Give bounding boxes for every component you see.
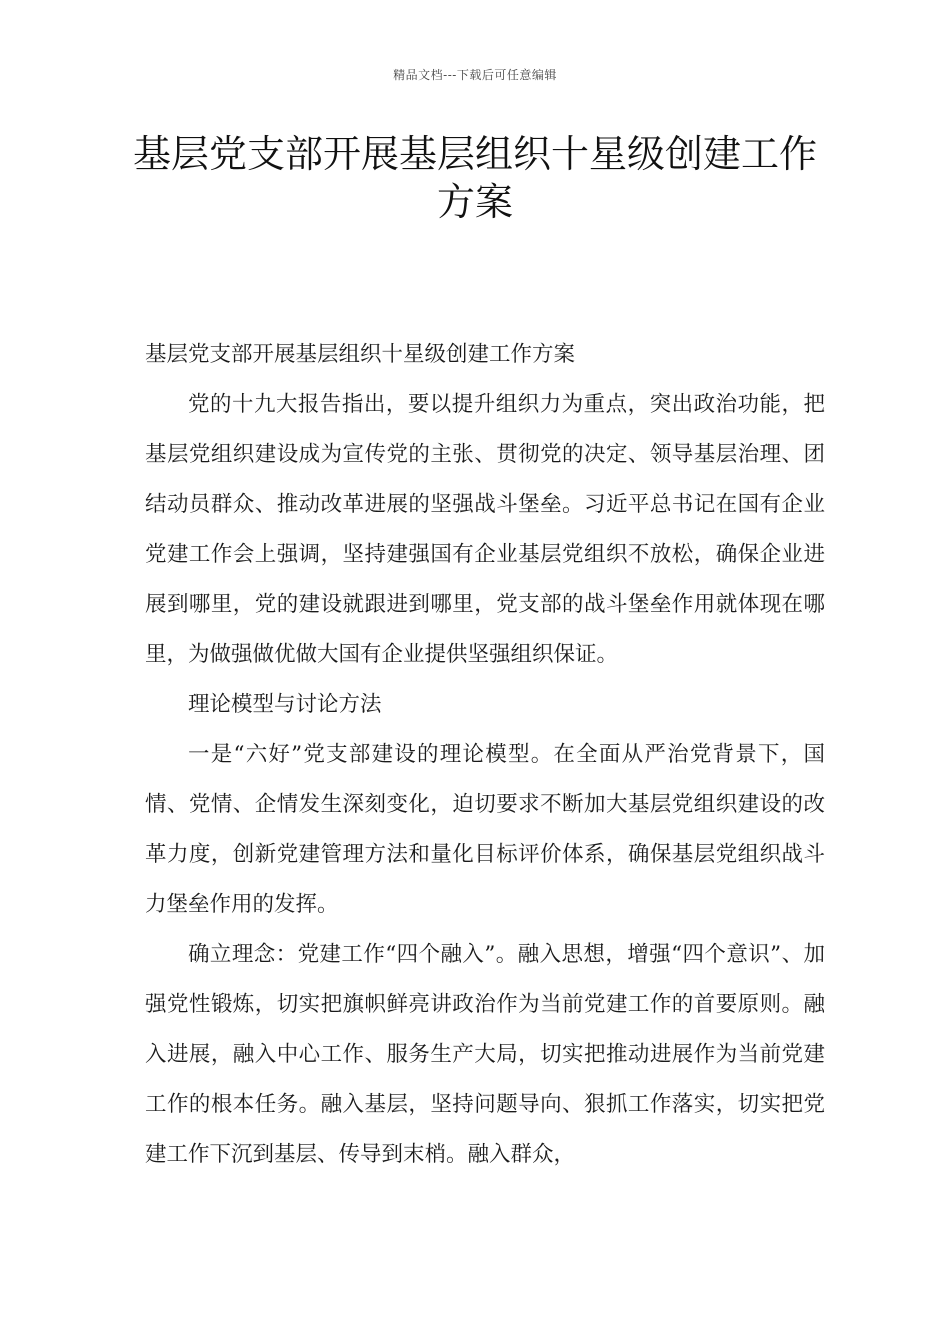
document-title: 基层党支部开展基层组织十星级创建工作方案 bbox=[132, 132, 817, 224]
document-body bbox=[145, 330, 825, 1180]
paragraph-model: 一是“六好”党支部建设的理论模型。在全面从严治党背景下，国情、党情、企情发生深刻变化，迫切要求不断加大基层党组织建设的改革力度，创新党建管理方法和量化目标评价体系，确保基层党组织战斗力堡垒作用的发挥。 bbox=[145, 742, 825, 917]
section-heading: 理论模型与讨论方法 bbox=[188, 692, 382, 717]
paragraph-concept: 确立理念：党建工作“四个融入”。融入思想，增强“四个意识”、加强党性锻炼，切实把旗帜鲜亮讲政治作为当前党建工作的首要原则。融入进展，融入中心工作、服务生产大局，切实把推动进展作为当前党建工作的根本任务。融入基层，坚持问题导向、狠抓工作落实，切实把党建工作下沉到基层、传导到末梢。融入群众， bbox=[145, 942, 825, 1167]
header-note: 精品文档---下载后可任意编辑 bbox=[393, 68, 557, 82]
document-subtitle: 基层党支部开展基层组织十星级创建工作方案 bbox=[145, 342, 576, 367]
paragraph-intro: 党的十九大报告指出，要以提升组织力为重点，突出政治功能，把基层党组织建设成为宣传党的主张、贯彻党的决定、领导基层治理、团结动员群众、推动改革进展的坚强战斗堡垒。习近平总书记在国有企业党建工作会上强调，坚持建强国有企业基层党组织不放松，确保企业进展到哪里，党的建设就跟进到哪里，党支部的战斗堡垒作用就体现在哪里，为做强做优做大国有企业提供坚强组织保证。 bbox=[145, 392, 825, 667]
